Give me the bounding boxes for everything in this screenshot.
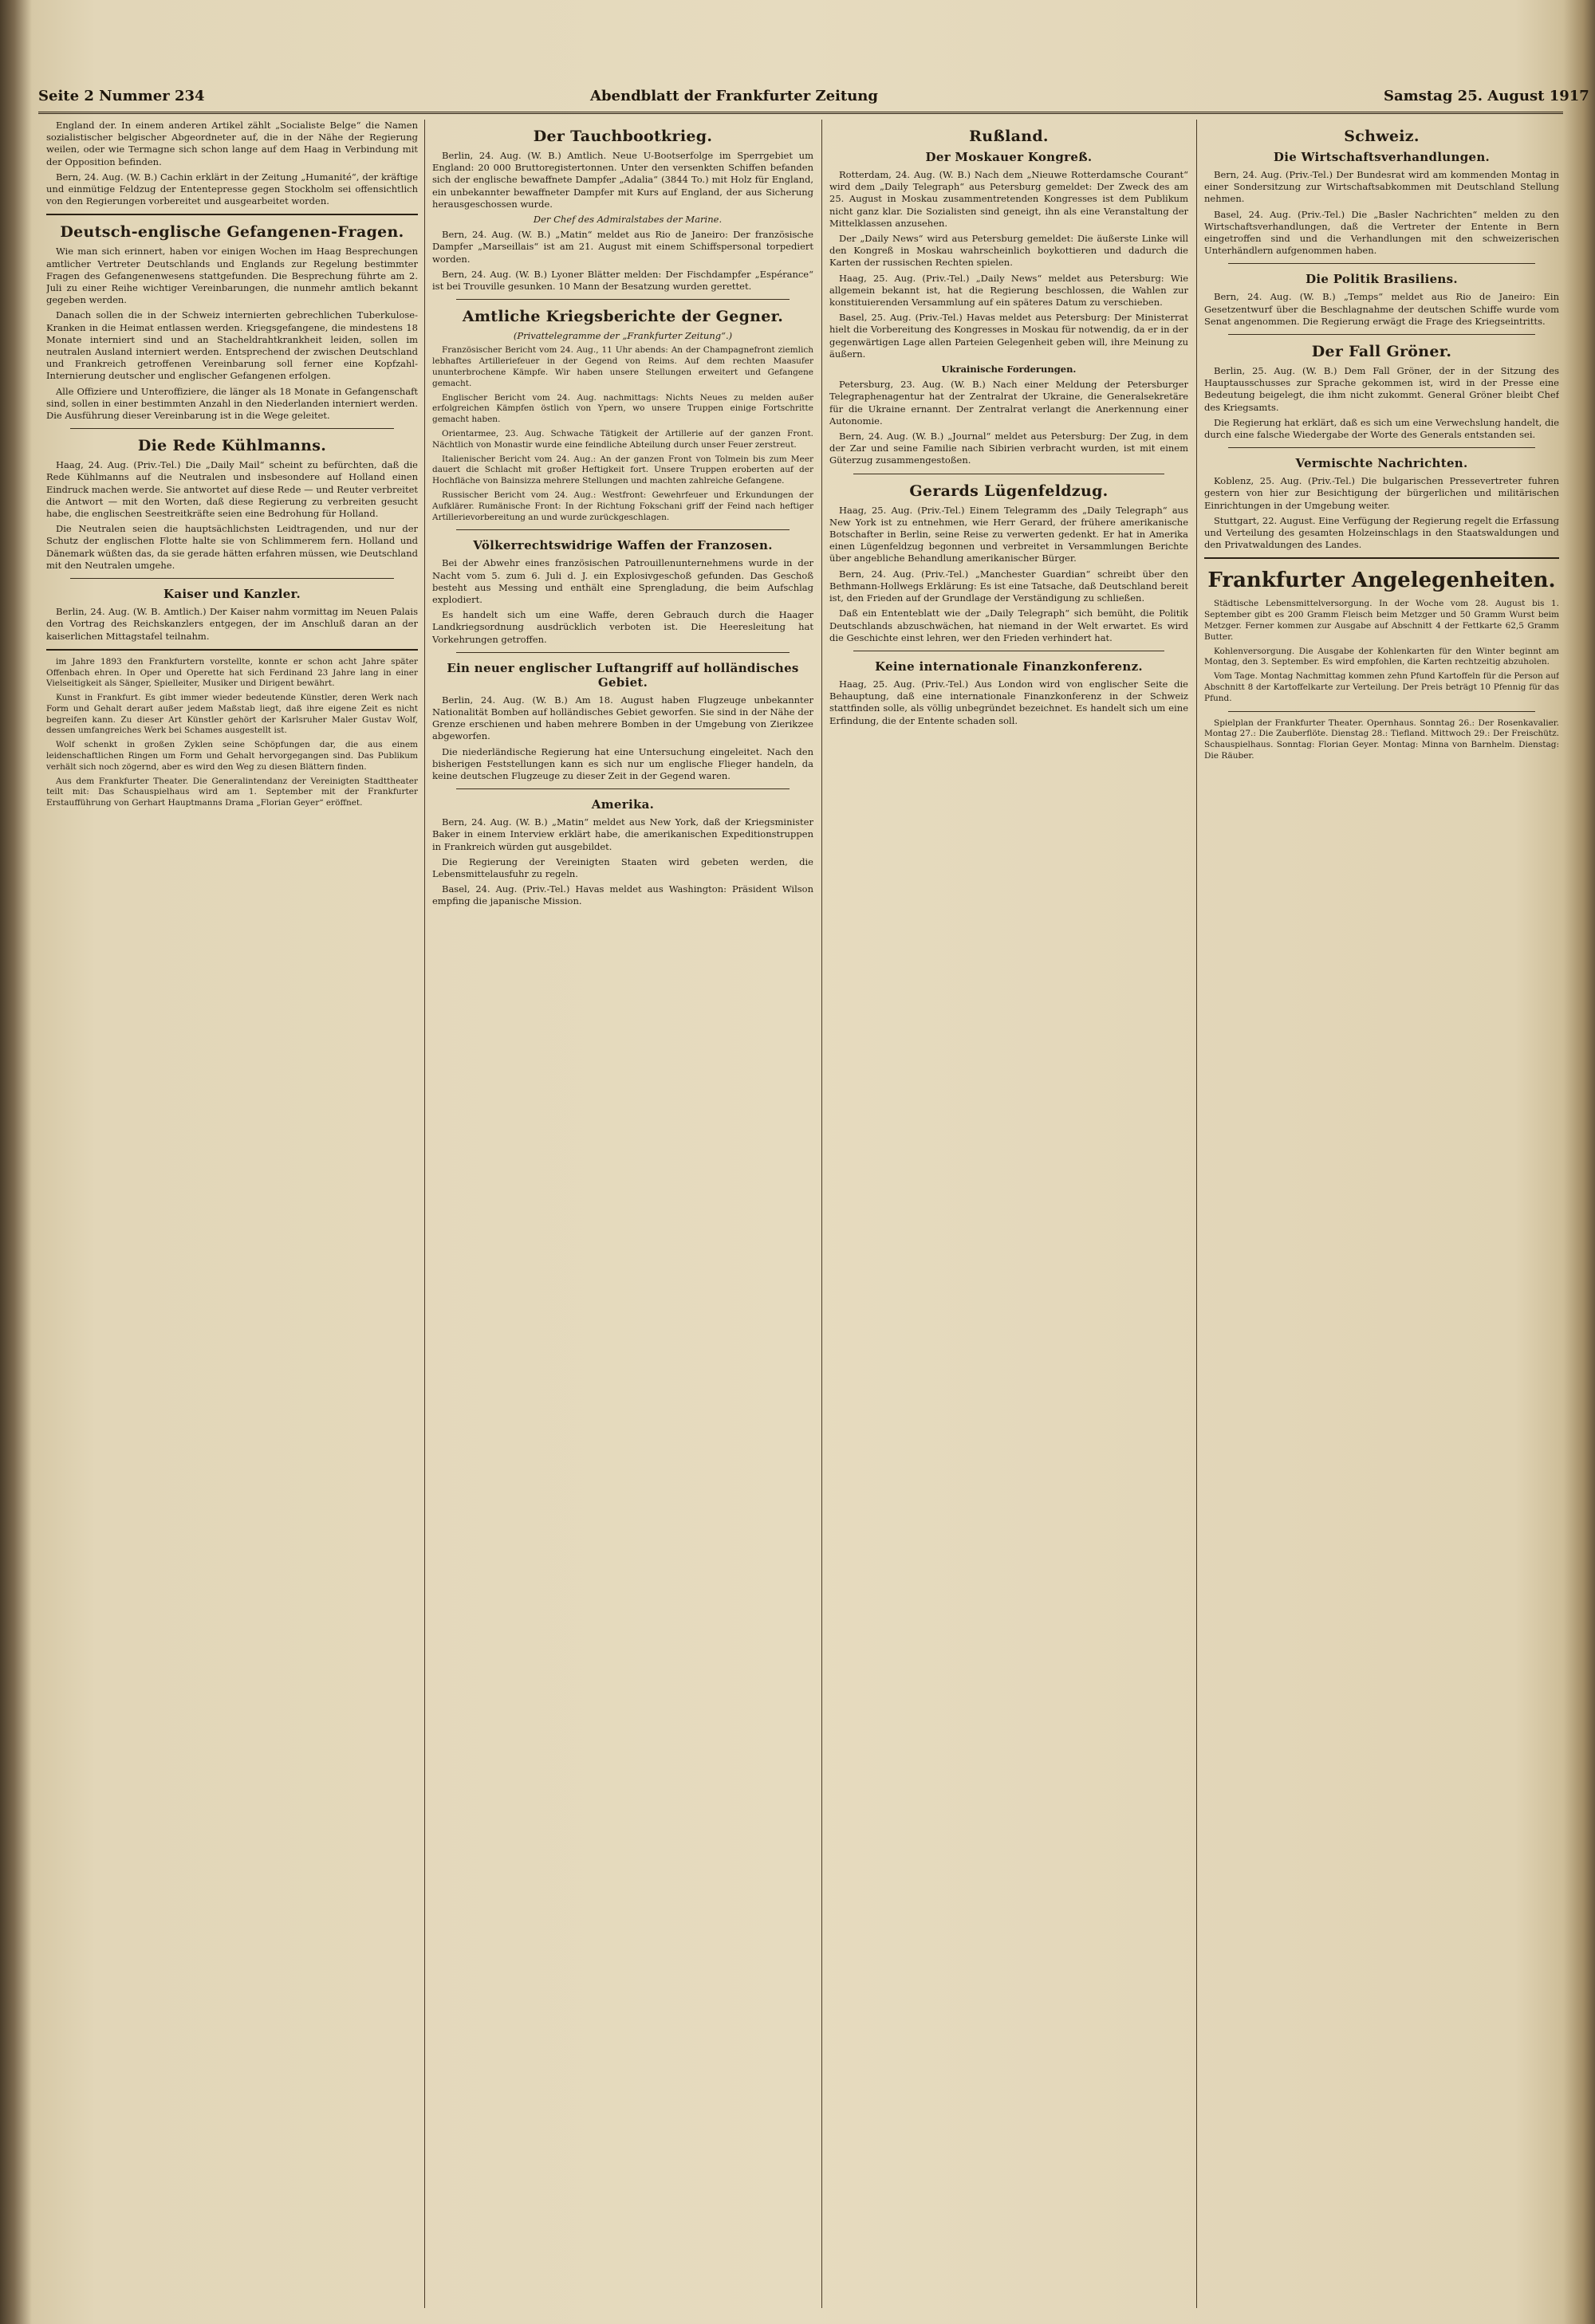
section-rule: [456, 299, 790, 300]
article-paragraph: Bern, 24. Aug. (W. B.) „Temps“ meldet aus Rio de Janeiro: Ein Gesetzentwurf über die Beschlagnahme der deutschen Schiffe wurde vom Senat angenommen. Die Regierung erwägt die Frage des Kriegseintritts.: [1204, 291, 1559, 327]
column-2: [432, 120, 813, 2308]
column-1: [46, 120, 418, 2308]
headline-russia: Rußland.: [969, 128, 1049, 145]
section-rule: [1228, 263, 1535, 264]
section-rule: [70, 428, 394, 429]
article-paragraph: Der „Daily News“ wird aus Petersburg gemeldet: Die äußerste Linke will den Kongreß in Moskau wahrscheinlich boykottieren und dadurch die Karten der russischen Rechten spielen.: [829, 233, 1188, 269]
article-paragraph: Berlin, 24. Aug. (W. B.) Amtlich. Neue U-Bootserfolge im Sperrgebiet um England: 20 000 Bruttoregistertonnen. Unter den versenkten Schiffen befanden sich der englische bewaffnete Dampfer „Adalia“ (3844 To.) mit Holz für England, ein unbekannter bewaffneter Dampfer mit Kurs auf England, der aus Sicherung herausgeschossen wurde.: [432, 150, 813, 210]
article-paragraph: Bern, 24. Aug. (W. B.) „Matin“ meldet aus New York, daß der Kriegsminister Baker in einem Interview erklärt habe, die amerikanischen Expeditionstruppen in Frankreich würden gut ausgebildet.: [432, 816, 813, 852]
section-rule: [456, 652, 790, 653]
section-rule: [46, 214, 418, 215]
headline-schweiz: Schweiz.: [1344, 128, 1420, 145]
article-paragraph: Stuttgart, 22. August. Eine Verfügung der Regierung regelt die Erfassung und Verteilung des gesamten Holzeinschlags in den Staatswaldungen und den Privatwaldungen des Landes.: [1204, 514, 1559, 551]
section-rule: [1228, 711, 1535, 712]
article-paragraph: Die Regierung der Vereinigten Staaten wird gebeten werden, die Lebensmittelausfuhr zu regeln.: [432, 855, 813, 880]
article-paragraph: Basel, 24. Aug. (Priv.-Tel.) Havas meldet aus Washington: Präsident Wilson empfing die japanische Mission.: [432, 883, 813, 907]
section-rule: [1228, 447, 1535, 448]
section-rule: [70, 578, 394, 579]
article-paragraph: Rotterdam, 24. Aug. (W. B.) Nach dem „Nieuwe Rotterdamsche Courant“ wird dem „Daily Telegraph“ aus Petersburg gemeldet: Der Zweck des am 25. August in Moskau zusammentretenden Kongresses ist dem Publikum nicht ganz klar. Die Sozialisten sind geneigt, ihn als eine Veranstaltung der Mittelklassen anzusehen.: [829, 169, 1188, 229]
column-4: [1204, 120, 1559, 2308]
newspaper-title: Abendblatt der Frankfurter Zeitung: [590, 88, 878, 104]
article-paragraph: Es handelt sich um eine Waffe, deren Gebrauch durch die Haager Landkriegsordnung ausdrücklich verboten ist. Die Heeresleitung hat Vorkehrungen getroffen.: [432, 609, 813, 645]
headline-amerika: Amerika.: [591, 797, 655, 812]
article-paragraph: Bern, 24. Aug. (Priv.-Tel.) Der Bundesrat wird am kommenden Montag in einer Sondersitzung zur Wirtschaftsabkommen mit Deutschland Stellung nehmen.: [1204, 169, 1559, 205]
article-paragraph: Die Regierung hat erklärt, daß es sich um eine Verwechslung handelt, die durch eine falsche Wiedergabe der Worte des Generals entstanden sei.: [1204, 416, 1559, 441]
subheadline-reports: (Privattelegramme der „Frankfurter Zeitung“.): [513, 330, 733, 342]
article-paragraph: Daß ein Ententeblatt wie der „Daily Telegraph“ sich bemüht, die Politik Deutschlands abzuschwächen, hat niemand in der Welt erwartet. Es wird die Geschichte einst lehren, wer den Frieden verhindert hat.: [829, 608, 1188, 643]
article-paragraph: Die Neutralen seien die hauptsächlichsten Leidtragenden, und nur der Schutz der englischen Flotte halte sie von Schlimmerem fern. Holland und Dänemark wüßten das, da sie gerade hätten erfahren müssen, wie Deutschland mit den Neutralen umgehe.: [46, 523, 418, 571]
headline-brasil: Die Politik Brasiliens.: [1306, 272, 1458, 287]
article-paragraph: Bern, 24. Aug. (W. B.) „Matin“ meldet aus Rio de Janeiro: Der französische Dampfer „Marseillais“ ist am 21. August mit einem Schiffspersonal torpediert worden.: [432, 229, 813, 265]
feuilleton-rule: [46, 649, 418, 651]
section-rule: [456, 529, 790, 530]
article-paragraph: Englischer Bericht vom 24. Aug. nachmittags: Nichts Neues zu melden außer erfolgreichen Kämpfen östlich von Ypern, wo unsere Truppen einige Fortschritte gemacht haben.: [432, 392, 813, 425]
article-paragraph: Italienischer Bericht vom 24. Aug.: An der ganzen Front von Tolmein bis zum Meer dauert die Schlacht mit großer Heftigkeit fort. Unsere Truppen eroberten auf der Hochfläche von Bainsizza mehrere Stellungen und machten zahlreiche Gefangene.: [432, 454, 813, 486]
headline-prisoners: Deutsch-englische Gefangenen-Fragen.: [60, 223, 404, 242]
article-paragraph: Vom Tage. Montag Nachmittag kommen zehn Pfund Kartoffeln für die Person auf Abschnitt 8 der Kartoffelkarte zur Verteilung. Der Preis beträgt 10 Pfennig für das Pfund.: [1204, 671, 1559, 703]
article-paragraph: Städtische Lebensmittelversorgung. In der Woche vom 28. August bis 1. September gibt es 200 Gramm Fleisch beim Metzger und 50 Gramm Wurst beim Metzger. Ferner kommen zur Ausgabe auf Abschnitt 4 der Fettkarte 62,5 Gramm Butter.: [1204, 599, 1559, 642]
article-paragraph: Bern, 24. Aug. (Priv.-Tel.) „Manchester Guardian“ schreibt über den Bethmann-Hollwegs Erklärung: Es ist eine Tatsache, daß Deutschland bereit ist, den Frieden auf der Grundlage der Verständigung zu schließen.: [829, 568, 1188, 604]
signature-line: Der Chef des Admiralstabes der Marine.: [533, 214, 723, 226]
subheadline-wirtschaft: Die Wirtschaftsverhandlungen.: [1273, 150, 1491, 164]
article-paragraph: Bern, 24. Aug. (W. B.) „Journal“ meldet aus Petersburg: Der Zug, in dem der Zar und seine Familie nach Sibirien verbracht wurden, ist mit einem Güterzug zusammengestoßen.: [829, 431, 1188, 466]
article-paragraph: Basel, 25. Aug. (Priv.-Tel.) Havas meldet aus Petersburg: Der Ministerrat hielt die Vorbereitung des Kongresses in Moskau für notwendig, da er in der gegenwärtigen Lage allen Parteien Gelegenheit geben will, ihre Meinung zu äußern.: [829, 312, 1188, 360]
headline-groener: Der Fall Gröner.: [1311, 343, 1452, 361]
article-paragraph: Basel, 24. Aug. (Priv.-Tel.) Die „Basler Nachrichten“ melden zu den Wirtschaftsverhandlungen, daß die Vertreter der Entente in Bern eingetroffen sind und die Verhandlungen mit den schweizerischen Unterhändlern aufgenommen haben.: [1204, 208, 1559, 257]
article-paragraph: Petersburg, 23. Aug. (W. B.) Nach einer Meldung der Petersburger Telegraphenagentur hat der Zentralrat der Ukraine, die Generalsekretäre für die Ukraine ernannt. Der Zentralrat verlangt die Anerkennung einer Autonomie.: [829, 379, 1188, 427]
article-paragraph: England der. In einem anderen Artikel zählt „Socialiste Belge“ die Namen sozialistischer belgischer Abgeordneter auf, die in der Nähe der Regierung weilen, oder wie Termagne sich schon lange auf dem Haag in Verbindung mit der Opposition befinden.: [46, 120, 418, 167]
column-divider: [424, 120, 425, 2308]
column-divider: [1196, 120, 1197, 2308]
page-number: Seite 2 Nummer 234: [38, 88, 205, 104]
headline-kuehlmann: Die Rede Kühlmanns.: [137, 437, 327, 455]
article-paragraph: Kohlenversorgung. Die Ausgabe der Kohlenkarten für den Winter beginnt am Montag, den 3. September. Es wird empfohlen, die Karten rechtzeitig abzuholen.: [1204, 646, 1559, 667]
column-divider: [821, 120, 822, 2308]
headline-frankfurt: Frankfurter Angelegenheiten.: [1207, 568, 1556, 593]
headline-uboot: Der Tauchbootkrieg.: [533, 128, 713, 145]
subheadline-ukraine: Ukrainische Forderungen.: [941, 364, 1077, 376]
article-paragraph: Haag, 25. Aug. (Priv.-Tel.) Einem Telegramm des „Daily Telegraph“ aus New York ist zu entnehmen, wie Herr Gerard, der frühere amerikanische Botschafter in Berlin, seine Reise zu verwerten gedenkt. Er hat in Amerika einen Lügenfeldzug begonnen und verbreitet in Versammlungen Berichte über angebliche Behandlung amerikanischer Bürger.: [829, 504, 1188, 564]
article-paragraph: Bern, 24. Aug. (W. B.) Lyoner Blätter melden: Der Fischdampfer „Espérance“ ist bei Trouville gesunken. 10 Mann der Besatzung wurden gerettet.: [432, 268, 813, 293]
section-rule: [1204, 557, 1559, 559]
article-paragraph: Alle Offiziere und Unteroffiziere, die länger als 18 Monate in Gefangenschaft sind, sollen in einer bestimmten Anzahl in den Niederlanden interniert werden. Die Ausführung dieser Vereinbarung ist in die Wege geleitet.: [46, 385, 418, 422]
headline-finance: Keine internationale Finanzkonferenz.: [875, 659, 1143, 674]
article-paragraph: Wie man sich erinnert, haben vor einigen Wochen im Haag Besprechungen amtlicher Vertreter Deutschlands und Englands zur Regelung bestimmter Fragen des Gefangenenwesens stattgefunden. Die Besprechung führte am 2. Juli zu einer Reihe wichtiger Vereinbarungen, die nunmehr amtlich bekannt gegeben werden.: [46, 246, 418, 306]
feuilleton-paragraph: Kunst in Frankfurt. Es gibt immer wieder bedeutende Künstler, deren Werk nach Form und Gehalt derart außer jedem Maßstab liegt, daß ihre eigene Zeit es nicht begreifen kann. Zu dieser Art Künstler gehört der Karlsruher Maler Gustav Wolf, dessen umfangreiches Werk bei Schames ausgestellt ist.: [46, 693, 418, 736]
subheadline-moscow: Der Moskauer Kongreß.: [925, 150, 1093, 164]
masthead: [32, 85, 1589, 112]
headline-gerard: Gerards Lügenfeldzug.: [909, 482, 1109, 500]
headline-reports: Amtliche Kriegsberichte der Gegner.: [462, 308, 784, 326]
issue-date: Samstag 25. August 1917: [1384, 88, 1589, 104]
feuilleton-paragraph: Aus dem Frankfurter Theater. Die Generalintendanz der Vereinigten Stadttheater teilt mit: Das Schauspielhaus wird am 1. September mit der Frankfurter Erstaufführung von Gerhart Hauptmanns Drama „Florian Geyer“ eröffnet.: [46, 776, 418, 808]
feuilleton-paragraph: Wolf schenkt in großen Zyklen seine Schöpfungen dar, die aus einem leidenschaftlichen Ringen um Form und Gehalt hervorgegangen sind. Das Publikum verhält sich noch zögernd, aber es wird den Weg zu diesen Blättern finden.: [46, 740, 418, 772]
article-paragraph: Französischer Bericht vom 24. Aug., 11 Uhr abends: An der Champagnefront ziemlich lebhaftes Artilleriefeuer in der Gegend von Reims. Auf dem rechten Maasufer ununterbrochene Kämpfe. Wir haben unsere Stellungen erweitert und Gefangene gemacht.: [432, 345, 813, 388]
article-paragraph: Die niederländische Regierung hat eine Untersuchung eingeleitet. Nach den bisherigen Feststellungen kann es sich nur um englische Flieger handeln, da keine deutschen Flugzeuge zu dieser Zeit in der Gegend waren.: [432, 745, 813, 782]
article-paragraph: Bei der Abwehr eines französischen Patrouillenunternehmens wurde in der Nacht vom 5. zum 6. Juli d. J. ein Explosivgeschoß gefunden. Das Geschoß besteht aus Messing und enthält eine Sprengladung, die beim Aufschlag explodiert.: [432, 557, 813, 605]
article-paragraph: Russischer Bericht vom 24. Aug.: Westfront: Gewehrfeuer und Erkundungen der Aufklärer. Rumänische Front: In der Richtung Fokschani griff der Feind nach heftiger Artillerievorbereitung an und wurde zurückgeschlagen.: [432, 490, 813, 522]
article-paragraph: Orientarmee, 23. Aug. Schwache Tätigkeit der Artillerie auf der ganzen Front. Nächtlich von Monastir wurde eine feindliche Abteilung durch unser Feuer zerstreut.: [432, 429, 813, 450]
headline-vermischt: Vermischte Nachrichten.: [1295, 456, 1468, 471]
article-paragraph: Berlin, 24. Aug. (W. B.) Am 18. August haben Flugzeuge unbekannter Nationalität Bomben auf holländisches Gebiet geworfen. Sie sind in der Nähe der Grenze erschienen und haben mehrere Bomben in der Umgebung von Zierikzee abgeworfen.: [432, 694, 813, 742]
article-paragraph: Bern, 24. Aug. (W. B.) Cachin erklärt in der Zeitung „Humanité“, der kräftige und einmütige Feldzug der Ententepresse gegen Stockholm sei offensichtlich von den Regierungen vorbereitet und ausgearbeitet worden.: [46, 171, 418, 207]
headline-kaiser: Kaiser und Kanzler.: [163, 587, 301, 602]
article-paragraph: Haag, 25. Aug. (Priv.-Tel.) Aus London wird von englischer Seite die Behauptung, daß eine internationale Finanzkonferenz in der Schweiz stattfinden solle, als völlig unbegründet bezeichnet. Es handelt sich um eine Erfindung, die der Entente schaden soll.: [829, 678, 1188, 726]
article-paragraph: Koblenz, 25. Aug. (Priv.-Tel.) Die bulgarischen Pressevertreter fuhren gestern von hier zur Besichtigung der bürgerlichen und militärischen Einrichtungen in der Umgebung weiter.: [1204, 475, 1559, 511]
masthead-rule: [38, 112, 1563, 114]
column-3: [829, 120, 1188, 2308]
headline-luftangriff: Ein neuer englischer Luftangriff auf holländisches Gebiet.: [447, 660, 799, 690]
section-rule: [456, 788, 790, 789]
feuilleton-paragraph: im Jahre 1893 den Frankfurtern vorstellte, konnte er schon acht Jahre später Offenbach ehren. In Oper und Operette hat sich Ferdinand 23 Jahre lang in einer Vielseitigkeit als Sänger, Spielleiter, Musiker und Dirigent bewährt.: [46, 656, 418, 689]
section-rule: [1228, 334, 1535, 335]
headline-voelkerrecht: Völkerrechtswidrige Waffen der Franzosen.: [473, 538, 773, 553]
article-paragraph: Haag, 24. Aug. (Priv.-Tel.) Die „Daily Mail“ scheint zu befürchten, daß die Rede Kühlmanns auf die Neutralen und insbesondere auf Holland einen Eindruck machen werde. Sie antwortet auf diese Rede — und Reuter verbreitet die Antwort — mit den Worten, daß diese Regierung zu verbreiten gesucht habe, die englischen Seestreitkräfte seien eine Bedrohung für Holland.: [46, 459, 418, 520]
article-paragraph: Haag, 25. Aug. (Priv.-Tel.) „Daily News“ meldet aus Petersburg: Wie allgemein bekannt ist, hat die Regierung beschlossen, die Wahlen zur konstituierenden Versammlung auf ein späteres Datum zu verschieben.: [829, 272, 1188, 309]
theater-schedule: Spielplan der Frankfurter Theater. Opernhaus. Sonntag 26.: Der Rosenkavalier. Montag 27.: Die Zauberflöte. Dienstag 28.: Tiefland. Mittwoch 29.: Der Freischütz. Schauspielhaus. Sonntag: Florian Geyer. Montag: Minna von Barnhelm. Dienstag: Die Räuber.: [1204, 718, 1559, 761]
article-paragraph: Berlin, 24. Aug. (W. B. Amtlich.) Der Kaiser nahm vormittag im Neuen Palais den Vortrag des Reichskanzlers entgegen, der im Anschluß daran an der kaiserlichen Mittagstafel teilnahm.: [46, 606, 418, 642]
article-paragraph: Danach sollen die in der Schweiz internierten gebrechlichen Tuberkulose-Kranken in die Heimat entlassen werden. Kriegsgefangene, die mindestens 18 Monate interniert sind und an Stacheldrahtkrankheit leiden, sollen im neutralen Ausland interniert werden. Entsprechend der zwischen Deutschland und Frankreich getroffenen Vereinbarung soll ferner eine Kopfzahl-Internierung deutscher und englischer Gefangenen erfolgen.: [46, 309, 418, 382]
article-paragraph: Berlin, 25. Aug. (W. B.) Dem Fall Gröner, der in der Sitzung des Hauptausschusses zur Sprache gekommen ist, wird in der Presse eine Bedeutung beigelegt, die ihm nicht zukommt. General Gröner bleibt Chef des Kriegsamts.: [1204, 365, 1559, 413]
